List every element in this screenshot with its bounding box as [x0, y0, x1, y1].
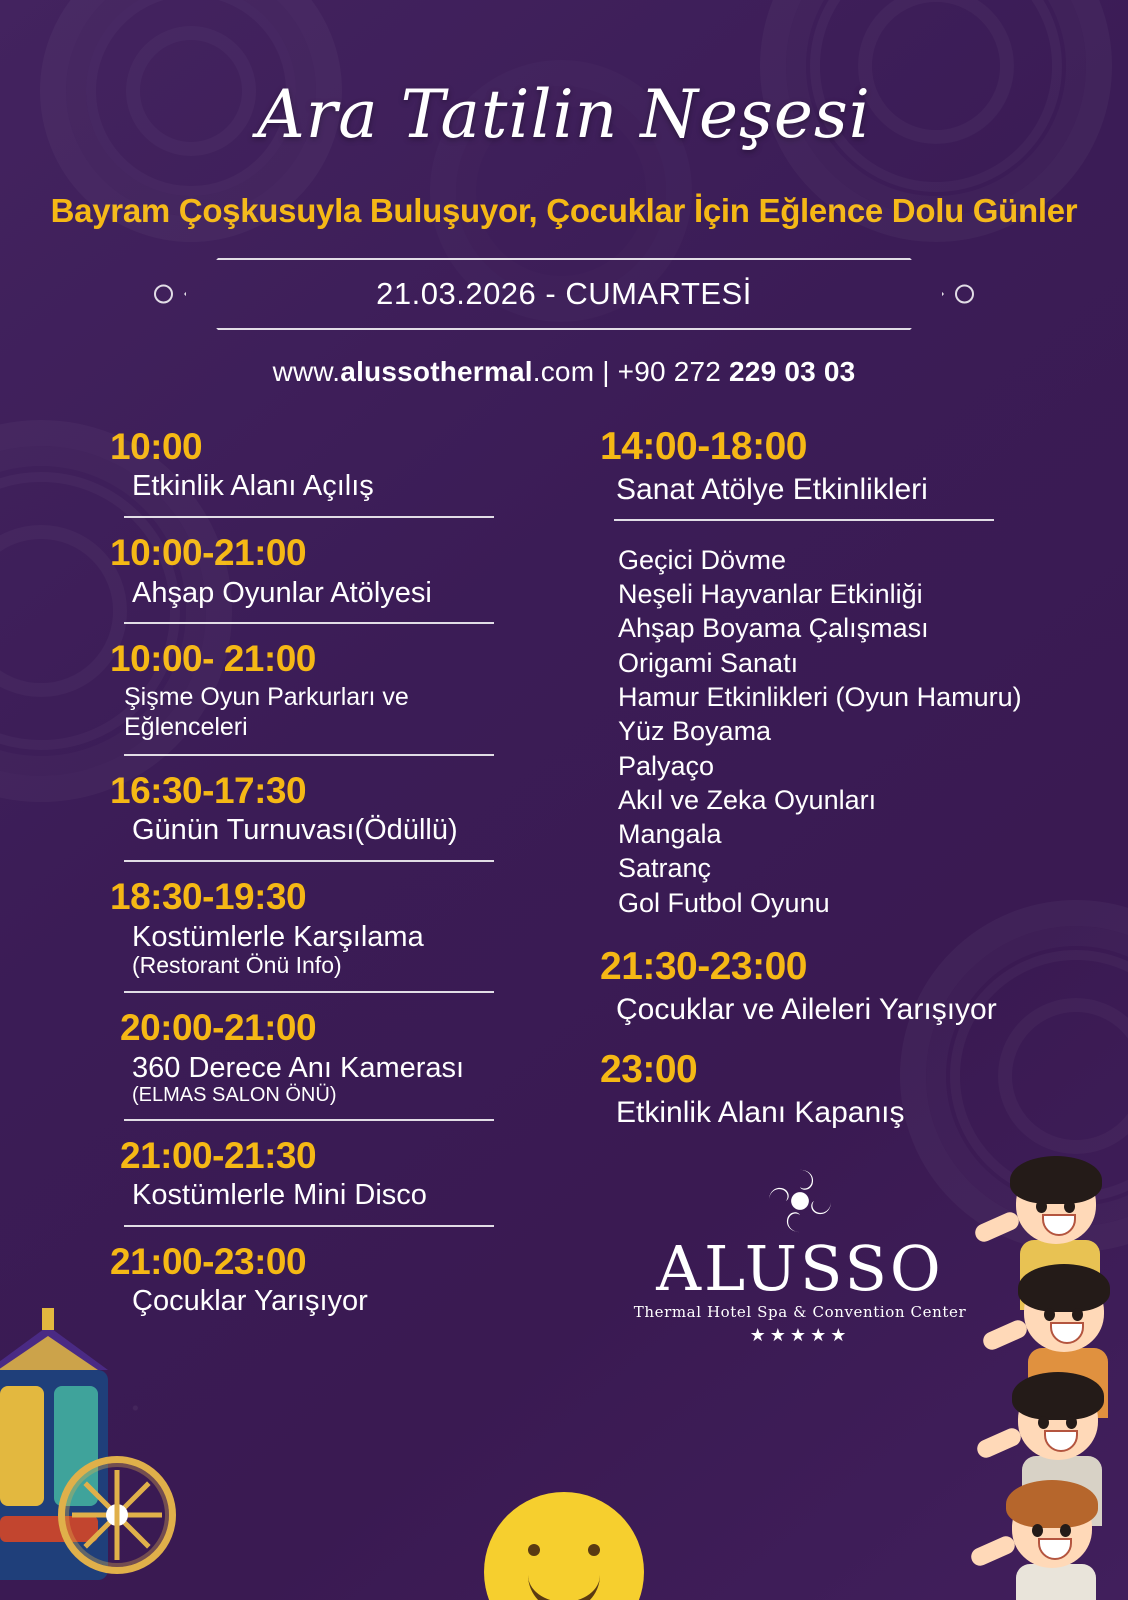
list-item: Geçici Dövme: [618, 544, 787, 575]
schedule-item: [110, 532, 530, 610]
logo-wordmark: ALUSSO: [656, 1231, 944, 1305]
schedule-item-note: (Restorant Önü Info): [132, 952, 342, 979]
divider: [124, 860, 494, 862]
schedule-item-name: Çocuklar ve Aileleri Yarışıyor: [616, 992, 997, 1026]
schedule-item-time: 10:00- 21:00: [110, 638, 316, 680]
schedule-item-time: 21:30-23:00: [600, 944, 807, 988]
schedule-item: [110, 876, 530, 979]
pinwheel-icon: [763, 1164, 837, 1238]
schedule-item-time: 23:00: [600, 1047, 698, 1091]
schedule-item-time: 20:00-21:00: [120, 1007, 317, 1049]
list-item: Satranç: [618, 853, 712, 884]
schedule-item: [110, 426, 530, 504]
alusso-logo: [600, 1164, 1030, 1346]
divider: [124, 991, 494, 993]
schedule-item: [110, 770, 530, 848]
schedule-item-name: Şişme Oyun Parkurları ve Eğlenceleri: [124, 682, 409, 741]
workshop-activity-list: [600, 543, 1030, 920]
logo-tagline: Thermal Hotel Spa & Convention Center: [633, 1302, 967, 1321]
schedule-item-name: Çocuklar Yarışıyor: [132, 1285, 368, 1318]
workshop-name: Sanat Atölye Etkinlikleri: [616, 472, 928, 506]
poster-subtitle: Bayram Çoşkusuyla Buluşuyor, Çocuklar İçin Eğlence Dolu Günler: [50, 192, 1078, 229]
event-date: 21.03.2026 - CUMARTESİ: [376, 276, 752, 311]
schedule-item: [600, 1049, 1030, 1130]
contact-url-suffix: .com | +90 272: [532, 356, 730, 387]
divider: [124, 1225, 494, 1227]
list-item: Neşeli Hayvanlar Etkinliği: [618, 579, 923, 610]
list-item: Mangala: [618, 819, 722, 850]
schedule-item-name: Etkinlik Alanı Açılış: [132, 470, 374, 503]
schedule-item: [600, 946, 1030, 1027]
schedule-left-column: [110, 426, 530, 1346]
contact-phone: 229 03 03: [729, 356, 856, 387]
list-item: Palyaço: [618, 750, 715, 781]
wheel-ornament: [58, 1456, 176, 1574]
list-item: Hamur Etkinlikleri (Oyun Hamuru): [618, 682, 1022, 713]
schedule-item-name: Günün Turnuvası(Ödüllü): [132, 814, 458, 847]
workshop-block: [600, 426, 1030, 507]
schedule-item-time: 18:30-19:30: [110, 876, 307, 918]
smiley-face-icon: [484, 1492, 644, 1600]
contact-line: [0, 356, 1128, 388]
schedule-item-time: 10:00-21:00: [110, 532, 307, 574]
logo-star-rating: ★★★★★: [749, 1324, 851, 1345]
schedule-item: [110, 1241, 530, 1319]
workshop-time: 14:00-18:00: [600, 425, 807, 468]
divider: [124, 1119, 494, 1121]
divider: [124, 754, 494, 756]
contact-brand: alussothermal: [340, 356, 533, 387]
kid-figure: [998, 1476, 1116, 1594]
kid-figure: [1004, 1368, 1122, 1486]
schedule-columns: [0, 426, 1128, 1346]
date-ribbon-dot-left: [154, 285, 173, 304]
schedule-item: [110, 638, 530, 741]
schedule-item-time: 21:00-21:30: [120, 1134, 317, 1176]
divider: [124, 516, 494, 518]
schedule-item-name: Etkinlik Alanı Kapanış: [616, 1095, 905, 1129]
divider: [124, 622, 494, 624]
schedule-item-note: (ELMAS SALON ÖNÜ): [132, 1083, 337, 1106]
schedule-item: [110, 1007, 530, 1106]
schedule-item-name: Kostümlerle Karşılama: [132, 920, 424, 953]
list-item: Ahşap Boyama Çalışması: [618, 613, 929, 644]
list-item: Akıl ve Zeka Oyunları: [618, 784, 877, 815]
schedule-item: [110, 1135, 530, 1213]
poster-script-title: Ara Tatilin Neşesi: [257, 76, 871, 153]
list-item: Origami Sanatı: [618, 647, 799, 678]
schedule-item-name: Kostümlerle Mini Disco: [132, 1179, 427, 1212]
schedule-item-time: 16:30-17:30: [110, 769, 307, 811]
schedule-right-column: [600, 426, 1030, 1346]
schedule-item-time: 21:00-23:00: [110, 1240, 307, 1282]
schedule-item-name: 360 Derece Anı Kamerası: [132, 1051, 465, 1084]
schedule-item-name: Ahşap Oyunlar Atölyesi: [132, 576, 432, 609]
contact-url-prefix: www.: [272, 356, 341, 387]
list-item: Gol Futbol Oyunu: [618, 887, 830, 918]
date-ribbon: [148, 258, 980, 330]
schedule-item-time: 10:00: [110, 426, 203, 467]
list-item: Yüz Boyama: [618, 716, 772, 747]
divider: [614, 519, 994, 521]
date-ribbon-dot-right: [955, 285, 974, 304]
